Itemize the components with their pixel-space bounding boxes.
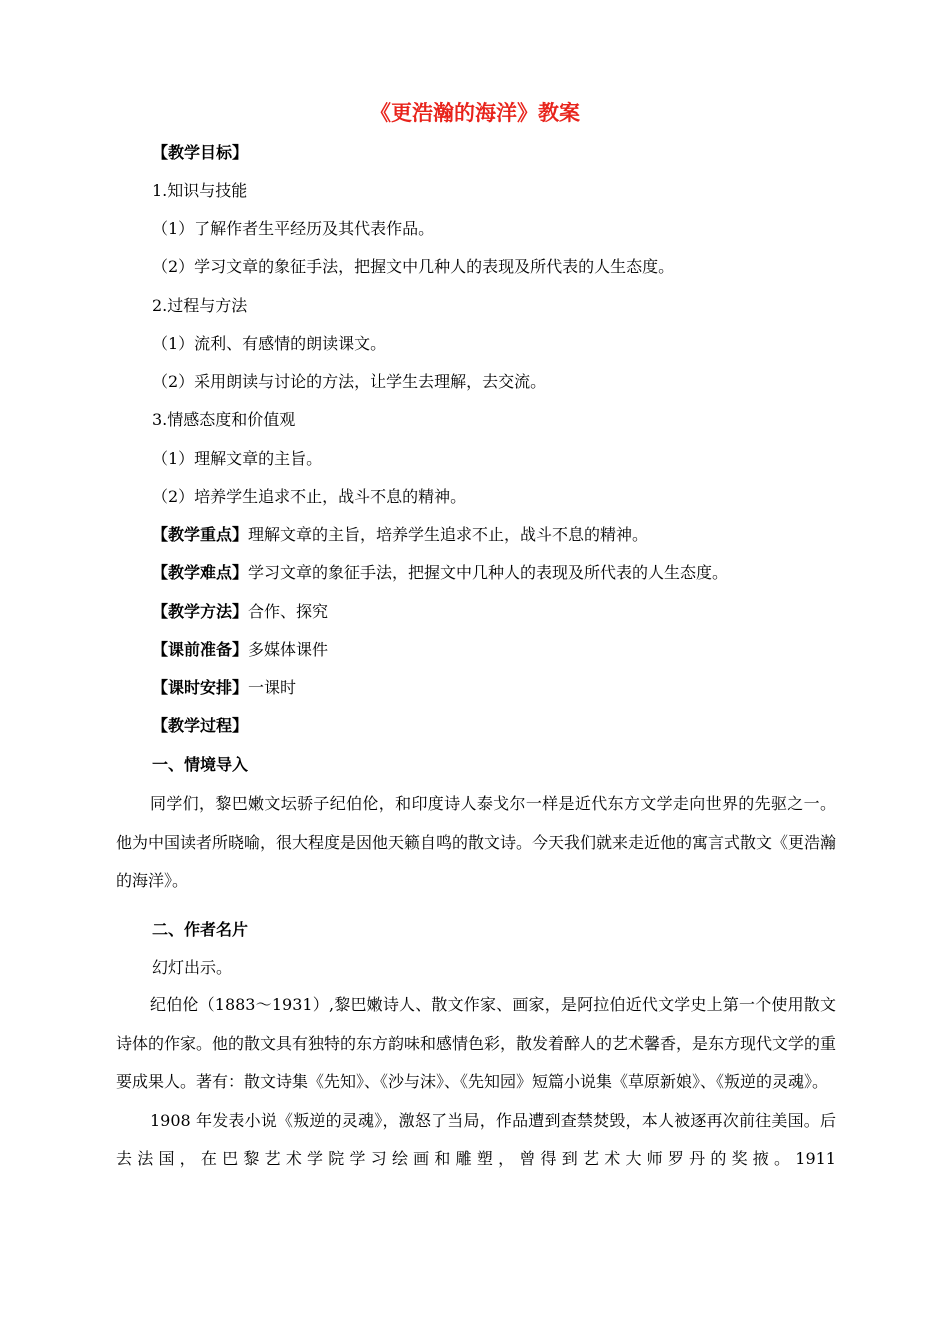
goal-item-2b: （2）采用朗读与讨论的方法，让学生去理解，去交流。: [152, 372, 547, 391]
goal-item-1b: （2）学习文章的象征手法，把握文中几种人的表现及所代表的人生态度。: [152, 257, 675, 276]
section-1-heading: 一、情境导入: [152, 755, 249, 774]
goal-item-3: 3.情感态度和价值观: [152, 410, 296, 429]
slide-note: 幻灯出示。: [152, 958, 233, 977]
teaching-method-label: 【教学方法】: [152, 602, 249, 621]
class-preparation-label: 【课前准备】: [152, 640, 249, 659]
goal-item-1: 1.知识与技能: [152, 181, 248, 200]
document-title: 《更浩瀚的海洋》教案: [370, 101, 580, 125]
class-preparation-text: 多媒体课件: [248, 640, 329, 659]
goal-item-2a: （1）流利、有感情的朗读课文。: [152, 334, 387, 353]
teaching-process-heading: 【教学过程】: [152, 716, 249, 735]
class-schedule-text: 一课时: [248, 678, 297, 697]
goal-item-1a: （1）了解作者生平经历及其代表作品。: [152, 219, 435, 238]
teaching-focus: [152, 523, 648, 547]
section-2-heading: 二、作者名片: [152, 920, 249, 939]
teaching-difficulty: [152, 561, 728, 585]
teaching-method: [152, 600, 328, 624]
goal-item-2: 2.过程与方法: [152, 296, 248, 315]
teaching-focus-text: 理解文章的主旨，培养学生追求不止，战斗不息的精神。: [248, 525, 649, 544]
class-schedule: [152, 676, 296, 700]
class-schedule-label: 【课时安排】: [152, 678, 249, 697]
author-history-paragraph: 1908 年发表小说《叛逆的灵魂》，激怒了当局，作品遭到查禁焚毁，本人被逐再次前往美国。后去法国，在巴黎艺术学院学习绘画和雕塑，曾得到艺术大师罗丹的奖掖。1911: [116, 1110, 836, 1168]
teaching-difficulty-text: 学习文章的象征手法，把握文中几种人的表现及所代表的人生态度。: [248, 563, 729, 582]
class-preparation: [152, 638, 328, 662]
goal-item-3a: （1）理解文章的主旨。: [152, 449, 323, 468]
goals-heading: 【教学目标】: [152, 143, 249, 162]
teaching-method-text: 合作、探究: [248, 602, 329, 621]
section-1-body: [116, 785, 836, 901]
section-1-paragraph: 同学们，黎巴嫩文坛骄子纪伯伦，和印度诗人泰戈尔一样是近代东方文学走向世界的先驱之一。他为中国读者所晓喻，很大程度是因他天籁自鸣的散文诗。今天我们就来走近他的寓言式散文《更浩瀚的海洋》。: [116, 794, 837, 890]
author-bio-paragraph: 纪伯伦（1883～1931）,黎巴嫩诗人、散文作家、画家，是阿拉伯近代文学史上第一个使用散文诗体的作家。他的散文具有独特的东方韵味和感情色彩，散发着醉人的艺术馨香，是东方现代文学的重要成果人。著有：散文诗集《先知》、《沙与沫》、《先知园》短篇小说集《草原新娘》、《叛逆的灵魂》。: [116, 995, 837, 1091]
teaching-focus-label: 【教学重点】: [152, 525, 249, 544]
section-2-body: [116, 986, 836, 1179]
teaching-difficulty-label: 【教学难点】: [152, 563, 249, 582]
goal-item-3b: （2）培养学生追求不止，战斗不息的精神。: [152, 487, 467, 506]
